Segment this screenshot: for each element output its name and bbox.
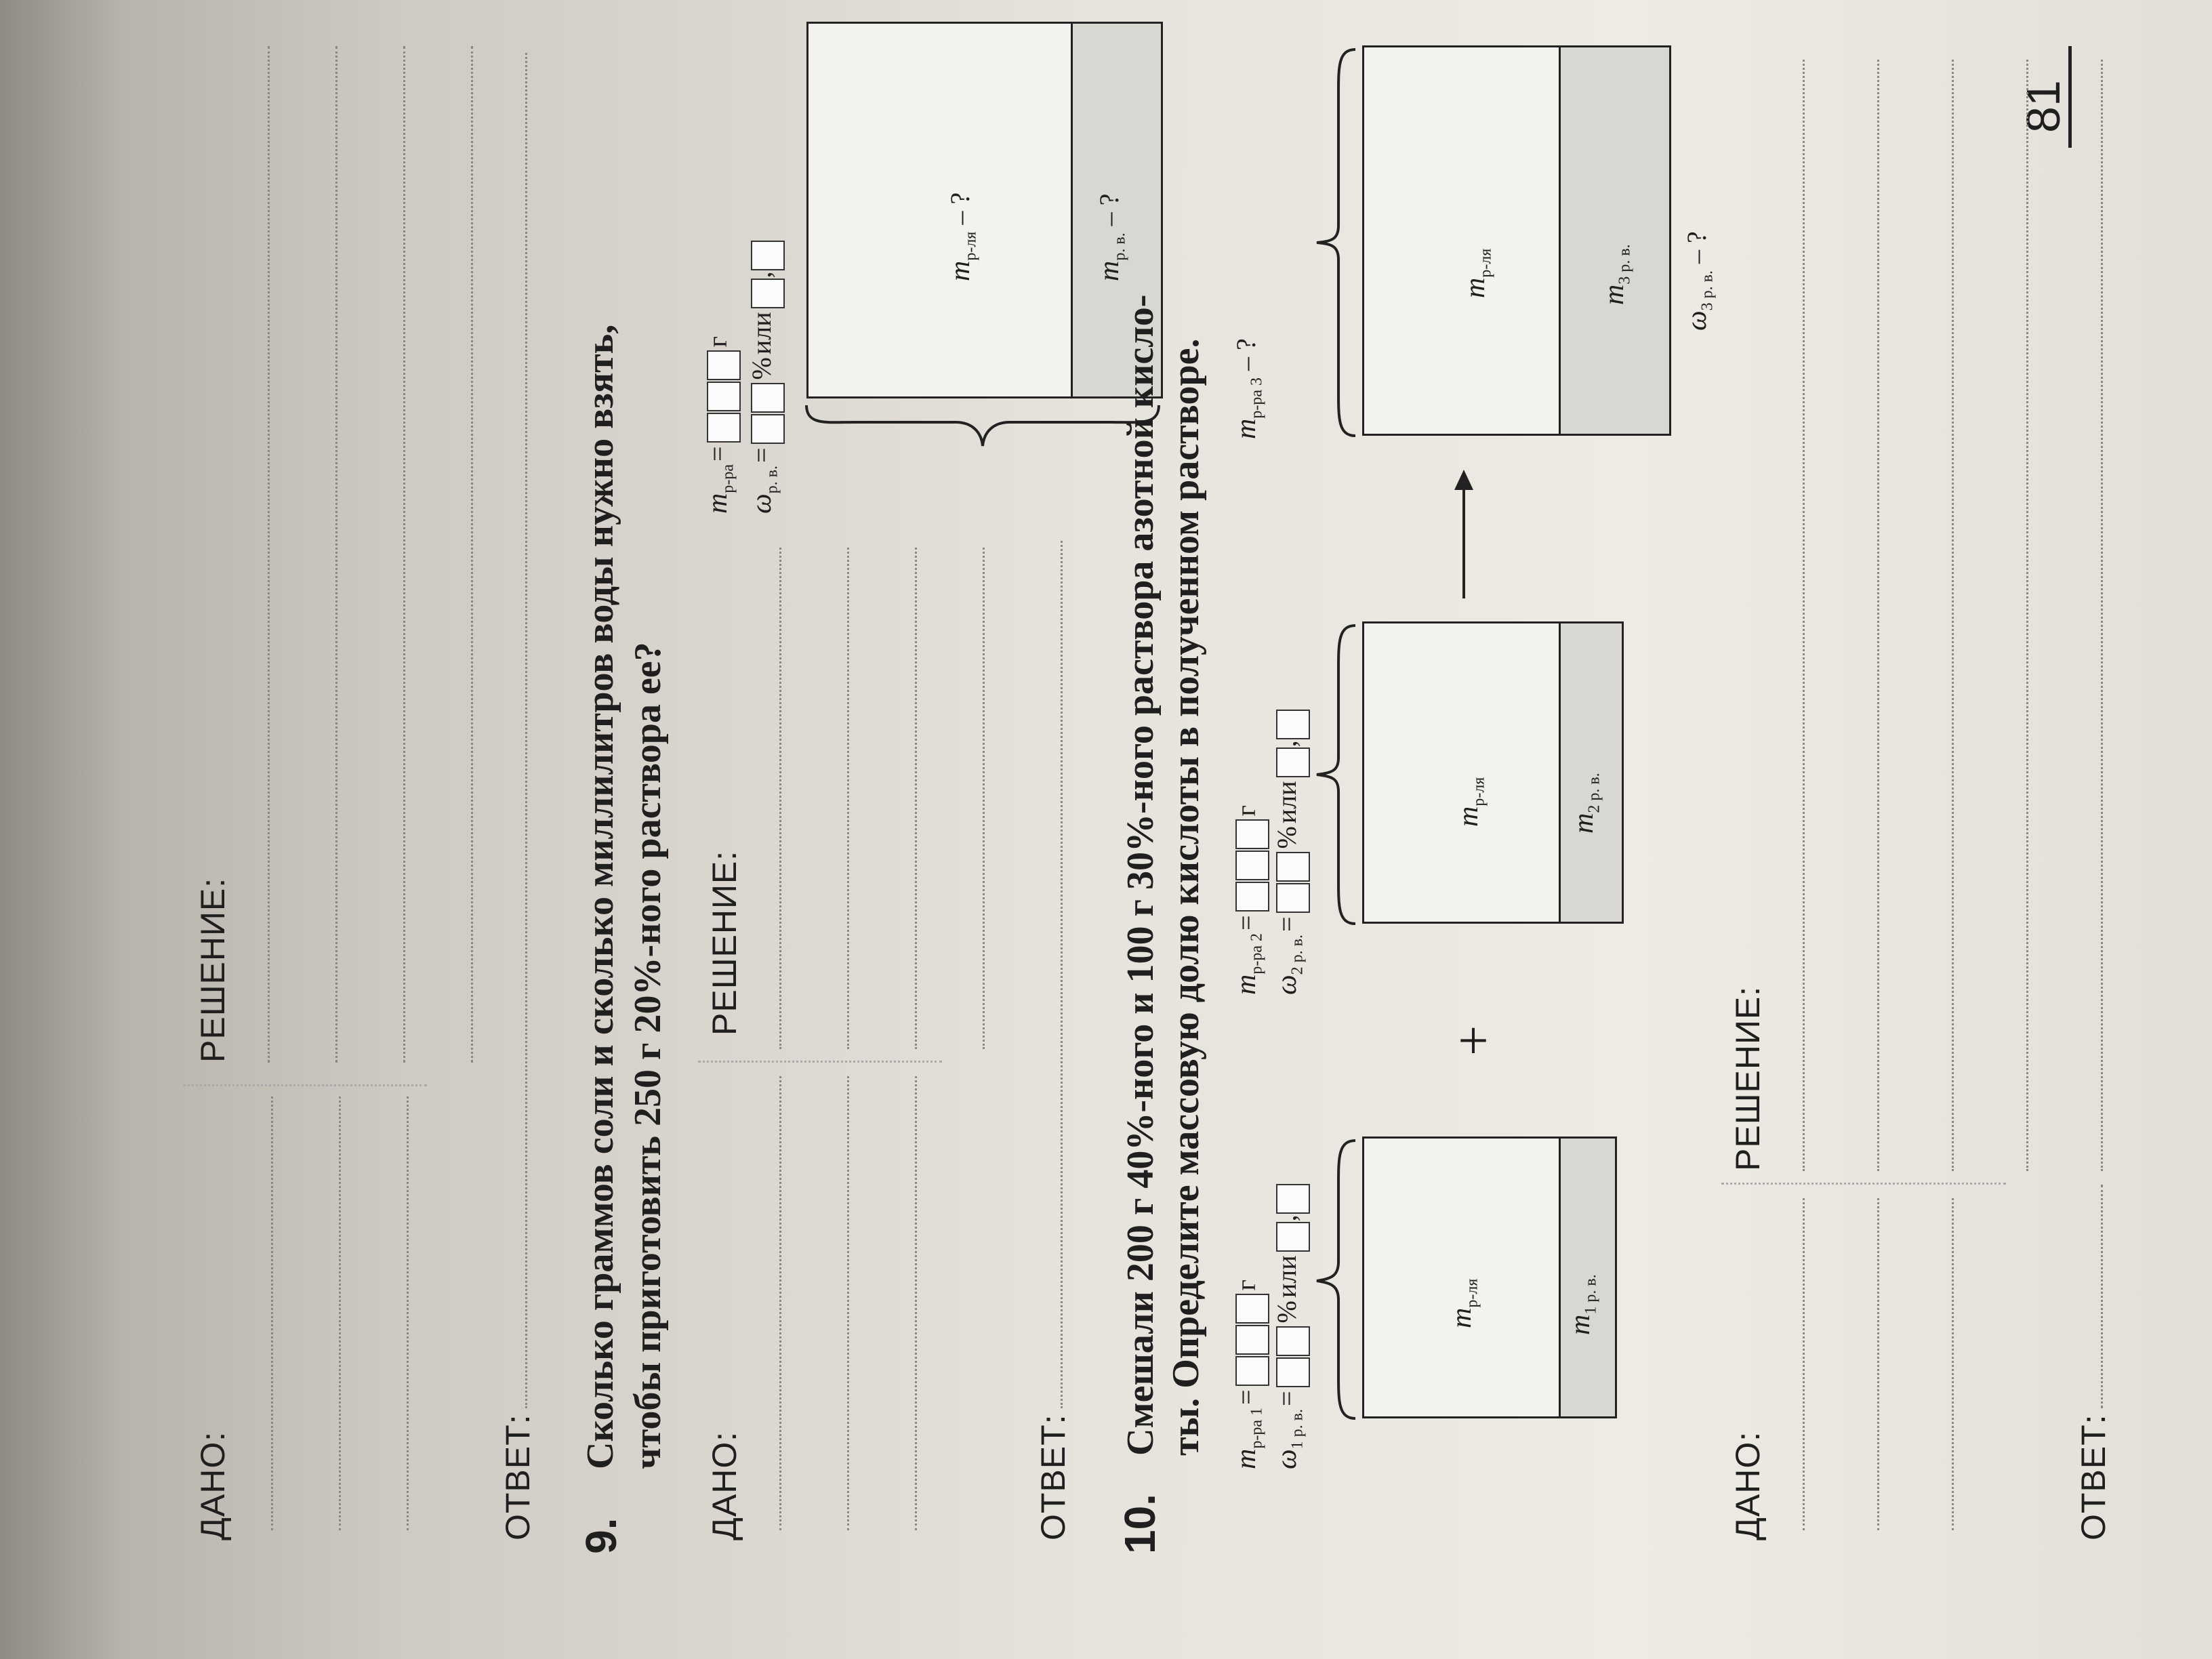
top-solution-line-2 bbox=[335, 46, 337, 1063]
mass-subscript: 3 р. в. bbox=[1616, 244, 1634, 285]
problem-9-number: 9. bbox=[577, 1517, 626, 1554]
unit-gram: г bbox=[1231, 1279, 1261, 1291]
mass-symbol: m bbox=[1094, 260, 1125, 281]
problem-10-reshenie-label: РЕШЕНИЕ: bbox=[1729, 985, 1767, 1171]
problem-10-dano-line-2 bbox=[1877, 1198, 1879, 1530]
top-dano-label: ДАНО: bbox=[194, 1431, 232, 1540]
problem-10-dano-line-1 bbox=[1803, 1198, 1805, 1530]
digit-box[interactable] bbox=[1235, 1356, 1269, 1386]
equals-sign: = bbox=[746, 447, 777, 463]
digit-box[interactable] bbox=[1276, 1357, 1310, 1387]
mass-symbol: m bbox=[1453, 806, 1484, 827]
comma-sign: , bbox=[1271, 740, 1302, 747]
problem-10-solution-line-3 bbox=[1952, 60, 1954, 1171]
mass-subscript: р-ля bbox=[1463, 1278, 1481, 1308]
mass-subscript: р-ра 1 bbox=[1248, 1408, 1266, 1449]
problem-10-box-2-solvent-label bbox=[1452, 777, 1488, 827]
top-solution-line-1 bbox=[268, 46, 270, 1063]
omega-symbol: ω bbox=[1271, 975, 1303, 995]
unknown-mark: – ? bbox=[1094, 193, 1124, 233]
page-number-rule bbox=[2068, 46, 2072, 148]
top-answer-line bbox=[525, 53, 527, 1408]
top-solution-line-3 bbox=[403, 46, 405, 1063]
digit-box[interactable] bbox=[1276, 883, 1310, 913]
problem-9-solution-box bbox=[806, 22, 1163, 398]
equals-sign: = bbox=[702, 446, 733, 462]
problem-9-solution-line-3 bbox=[915, 548, 917, 1049]
top-reshenie-label: РЕШЕНИЕ: bbox=[194, 877, 232, 1063]
problem-10-box-1 bbox=[1362, 1136, 1617, 1418]
or-word: или bbox=[746, 312, 777, 355]
mass-symbol: m bbox=[1568, 813, 1599, 834]
omega-symbol: ω bbox=[746, 493, 777, 514]
problem-10-dano-line-3 bbox=[1952, 1198, 1954, 1530]
problem-10-solution-line-2 bbox=[1877, 60, 1879, 1171]
problem-10-text-line-1: Смешали 200 г 40%-ного и 100 г 30%-ного раствора азотной кисло- bbox=[1120, 294, 1162, 1456]
problem-9-solution-line-1 bbox=[779, 548, 781, 1049]
problem-10-solution-line-1 bbox=[1803, 60, 1805, 1171]
omega-subscript: 1 р. в. bbox=[1288, 1409, 1307, 1450]
problem-10-box-3-solute-layer bbox=[1559, 47, 1669, 434]
digit-box[interactable] bbox=[1276, 710, 1310, 739]
problem-9-solute-label bbox=[1093, 194, 1129, 281]
problem-10-divider bbox=[1721, 1183, 2006, 1185]
digit-box[interactable] bbox=[1276, 1326, 1310, 1356]
equals-sign: = bbox=[1271, 916, 1302, 932]
problem-9-dano-line-3 bbox=[915, 1076, 917, 1530]
percent-sign: % bbox=[746, 357, 777, 380]
problem-9-solvent-label bbox=[944, 192, 980, 281]
problem-10-solution-2-mass bbox=[1230, 805, 1269, 995]
unit-gram: г bbox=[702, 336, 733, 348]
mass-subscript: р-ля bbox=[962, 231, 980, 261]
equals-sign: = bbox=[1271, 1391, 1302, 1406]
or-word: или bbox=[1271, 781, 1302, 824]
problem-9-mass-fraction bbox=[745, 240, 785, 514]
plus-sign: + bbox=[1444, 1025, 1504, 1056]
page-number: 81 bbox=[2017, 80, 2070, 133]
digit-box[interactable] bbox=[707, 413, 741, 443]
top-dano-line-3 bbox=[407, 1097, 409, 1530]
problem-10-solution-3-fraction bbox=[1681, 231, 1717, 331]
right-arrow-icon bbox=[1443, 466, 1484, 602]
problem-10-number: 10. bbox=[1115, 1494, 1164, 1554]
problem-9-dano-label: ДАНО: bbox=[705, 1431, 743, 1540]
top-dano-line-1 bbox=[271, 1097, 273, 1530]
problem-10-answer-line bbox=[2101, 1185, 2103, 1408]
digit-box[interactable] bbox=[1235, 882, 1269, 912]
problem-9-solution-line-2 bbox=[847, 548, 849, 1049]
mass-subscript: р-ра 2 bbox=[1248, 933, 1266, 975]
comma-sign: , bbox=[1271, 1214, 1302, 1222]
digit-box[interactable] bbox=[751, 383, 785, 413]
percent-sign: % bbox=[1271, 826, 1302, 849]
mass-subscript: 2 р. в. bbox=[1585, 773, 1603, 813]
problem-10-solution-line-4 bbox=[2026, 60, 2028, 1171]
problem-9-reshenie-label: РЕШЕНИЕ: bbox=[705, 850, 743, 1036]
digit-box[interactable] bbox=[1276, 747, 1310, 777]
problem-10-otvet-label: ОТВЕТ: bbox=[2074, 1414, 2112, 1540]
or-word: или bbox=[1271, 1255, 1302, 1298]
mass-subscript: р-ля bbox=[1470, 777, 1488, 806]
digit-box[interactable] bbox=[707, 350, 741, 380]
unknown-mark: – ? bbox=[945, 192, 975, 232]
mass-symbol: m bbox=[702, 493, 733, 514]
percent-sign: % bbox=[1271, 1300, 1302, 1324]
mass-symbol: m bbox=[1599, 284, 1630, 305]
top-otvet-label: ОТВЕТ: bbox=[499, 1414, 537, 1540]
problem-10-dano-label: ДАНО: bbox=[1729, 1431, 1767, 1540]
problem-10-brace-1 bbox=[1311, 1137, 1366, 1422]
top-divider bbox=[183, 1084, 427, 1086]
problem-10-text-line-2: ты. Определите массовую долю кислоты в полученном растворе. bbox=[1165, 338, 1207, 1456]
omega-symbol: ω bbox=[1681, 310, 1713, 331]
mass-symbol: m bbox=[1231, 1448, 1262, 1469]
mass-symbol: m bbox=[1460, 277, 1491, 298]
problem-10-box-3 bbox=[1362, 45, 1671, 436]
digit-box[interactable] bbox=[1235, 819, 1269, 849]
problem-9-solution-line-4 bbox=[983, 548, 985, 1049]
problem-10-solution-line-5 bbox=[2101, 60, 2103, 1171]
problem-9-mass-of-solution bbox=[701, 336, 741, 514]
problem-9-brace bbox=[800, 392, 1166, 453]
problem-10-brace-2 bbox=[1311, 622, 1366, 927]
digit-box[interactable] bbox=[1235, 1325, 1269, 1355]
omega-subscript: 2 р. в. bbox=[1288, 935, 1307, 975]
problem-9-text-line-2: чтобы приготовить 250 г 20%-ного раствора ее? bbox=[627, 642, 669, 1469]
problem-10-box-3-solute-label bbox=[1598, 244, 1634, 305]
problem-10-solution-3-mass bbox=[1230, 338, 1266, 439]
problem-10-solution-1-mass bbox=[1230, 1279, 1269, 1469]
mass-subscript: р-ра bbox=[719, 464, 737, 493]
problem-10-box-1-solute-label bbox=[1564, 1274, 1600, 1335]
equals-sign: = bbox=[1231, 915, 1261, 930]
omega-symbol: ω bbox=[1271, 1449, 1303, 1469]
omega-subscript: р. в. bbox=[763, 466, 781, 494]
mass-subscript: р-ра 3 bbox=[1248, 377, 1266, 419]
problem-10-box-3-solvent-label bbox=[1459, 249, 1495, 298]
digit-box[interactable] bbox=[751, 414, 785, 444]
mass-symbol: m bbox=[1446, 1307, 1477, 1328]
problem-9-otvet-label: ОТВЕТ: bbox=[1034, 1414, 1072, 1540]
equals-sign: = bbox=[1231, 1389, 1261, 1405]
problem-9-divider bbox=[698, 1061, 942, 1063]
problem-10-solution-2-fraction bbox=[1271, 709, 1310, 995]
problem-9-answer-line bbox=[1061, 541, 1063, 1408]
comma-sign: , bbox=[746, 271, 777, 279]
problem-10-box-1-solvent-label bbox=[1446, 1279, 1481, 1328]
digit-box[interactable] bbox=[1276, 1222, 1310, 1252]
problem-9-dano-line-1 bbox=[779, 1076, 781, 1530]
digit-box[interactable] bbox=[751, 241, 785, 270]
problem-10-solution-1-fraction bbox=[1271, 1183, 1310, 1469]
digit-box[interactable] bbox=[1276, 852, 1310, 882]
problem-10-box-2-solute-label bbox=[1568, 773, 1603, 834]
digit-box[interactable] bbox=[751, 279, 785, 308]
mass-symbol: m bbox=[1231, 418, 1262, 439]
top-solution-line-4 bbox=[471, 46, 473, 1063]
digit-box[interactable] bbox=[1235, 851, 1269, 880]
unknown-mark: – ? bbox=[1231, 338, 1261, 377]
problem-9-dano-line-2 bbox=[847, 1076, 849, 1530]
problem-10-box-2 bbox=[1362, 621, 1624, 924]
mass-symbol: m bbox=[1231, 974, 1262, 995]
problem-10-brace-3 bbox=[1311, 46, 1366, 439]
digit-box[interactable] bbox=[1276, 1184, 1310, 1214]
digit-box[interactable] bbox=[1235, 1294, 1269, 1324]
mass-subscript: 1 р. в. bbox=[1582, 1274, 1600, 1315]
mass-subscript: р-ля bbox=[1477, 248, 1495, 278]
omega-subscript: 3 р. в. bbox=[1698, 270, 1717, 311]
unknown-mark: – ? bbox=[1681, 231, 1712, 270]
top-dano-line-2 bbox=[339, 1097, 341, 1530]
problem-9-text-line-1: Сколько граммов соли и сколько миллилитров воды нужно взять, bbox=[579, 324, 621, 1469]
mass-symbol: m bbox=[945, 260, 976, 281]
digit-box[interactable] bbox=[707, 382, 741, 411]
unit-gram: г bbox=[1231, 805, 1261, 817]
mass-subscript: р. в. bbox=[1111, 232, 1129, 261]
mass-symbol: m bbox=[1565, 1314, 1596, 1335]
